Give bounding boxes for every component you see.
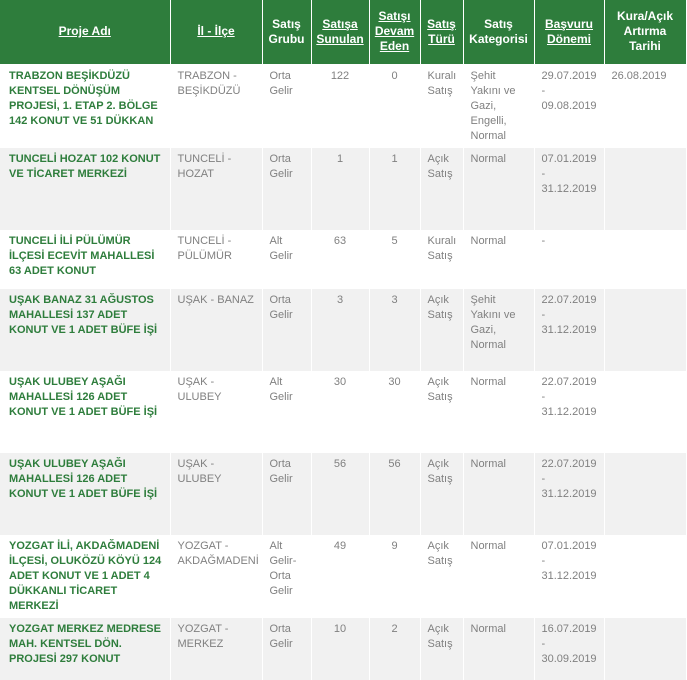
il-ilce: YOZGAT - AKDAĞMADENİ bbox=[170, 535, 262, 618]
satisa-sunulan: 1 bbox=[311, 148, 369, 230]
kura-tarihi: 26.08.2019 bbox=[604, 64, 686, 148]
satis-grubu: Orta Gelir bbox=[262, 289, 311, 371]
satisa-sunulan: 56 bbox=[311, 453, 369, 535]
satisi-devam-eden: 30 bbox=[369, 371, 420, 453]
satisi-devam-eden: 9 bbox=[369, 535, 420, 618]
il-ilce: UŞAK - ULUBEY bbox=[170, 371, 262, 453]
kura-tarihi bbox=[604, 148, 686, 230]
basvuru-donemi: 22.07.2019 - 31.12.2019 bbox=[534, 453, 604, 535]
il-ilce: TRABZON - BEŞİKDÜZÜ bbox=[170, 64, 262, 148]
column-header-satis-turu[interactable]: Satış Türü bbox=[420, 0, 463, 64]
column-header-kura-tarihi: Kura/Açık Artırma Tarihi bbox=[604, 0, 686, 64]
kura-tarihi bbox=[604, 618, 686, 680]
project-name[interactable]: UŞAK ULUBEY AŞAĞI MAHALLESİ 126 ADET KONUT VE 1 ADET BÜFE İŞİ bbox=[0, 453, 170, 535]
satisi-devam-eden: 0 bbox=[369, 64, 420, 148]
satis-turu: Kuralı Satış bbox=[420, 64, 463, 148]
il-ilce: YOZGAT - MERKEZ bbox=[170, 618, 262, 680]
basvuru-donemi: 07.01.2019 - 31.12.2019 bbox=[534, 535, 604, 618]
table-row bbox=[0, 64, 686, 148]
header-row bbox=[0, 0, 686, 64]
satis-turu: Açık Satış bbox=[420, 535, 463, 618]
satisa-sunulan: 49 bbox=[311, 535, 369, 618]
satisi-devam-eden: 56 bbox=[369, 453, 420, 535]
satis-kategorisi: Normal bbox=[463, 453, 534, 535]
satisa-sunulan: 63 bbox=[311, 230, 369, 289]
satisa-sunulan: 30 bbox=[311, 371, 369, 453]
il-ilce: TUNCELİ - PÜLÜMÜR bbox=[170, 230, 262, 289]
column-header-proje[interactable]: Proje Adı bbox=[0, 0, 170, 64]
satis-grubu: Alt Gelir bbox=[262, 230, 311, 289]
table-row bbox=[0, 289, 686, 371]
table-row bbox=[0, 371, 686, 453]
satis-kategorisi: Normal bbox=[463, 618, 534, 680]
satisa-sunulan: 10 bbox=[311, 618, 369, 680]
basvuru-donemi: - bbox=[534, 230, 604, 289]
column-header-il-ilce[interactable]: İl - İlçe bbox=[170, 0, 262, 64]
satis-turu: Açık Satış bbox=[420, 148, 463, 230]
satis-kategorisi: Normal bbox=[463, 148, 534, 230]
table-row bbox=[0, 453, 686, 535]
satis-kategorisi: Normal bbox=[463, 230, 534, 289]
project-name[interactable]: TUNCELİ HOZAT 102 KONUT VE TİCARET MERKEZİ bbox=[0, 148, 170, 230]
project-name[interactable]: UŞAK BANAZ 31 AĞUSTOS MAHALLESİ 137 ADET KONUT VE 1 ADET BÜFE İŞİ bbox=[0, 289, 170, 371]
project-name[interactable]: TRABZON BEŞİKDÜZÜ KENTSEL DÖNÜŞÜM PROJESİ, 1. ETAP 2. BÖLGE 142 KONUT VE 51 DÜKKAN bbox=[0, 64, 170, 148]
satis-turu: Açık Satış bbox=[420, 618, 463, 680]
kura-tarihi bbox=[604, 230, 686, 289]
satis-kategorisi: Şehit Yakını ve Gazi, Engelli, Normal bbox=[463, 64, 534, 148]
table-row bbox=[0, 230, 686, 289]
kura-tarihi bbox=[604, 453, 686, 535]
satisa-sunulan: 122 bbox=[311, 64, 369, 148]
satis-turu: Kuralı Satış bbox=[420, 230, 463, 289]
satisi-devam-eden: 1 bbox=[369, 148, 420, 230]
satis-grubu: Orta Gelir bbox=[262, 64, 311, 148]
il-ilce: UŞAK - ULUBEY bbox=[170, 453, 262, 535]
column-header-satisi-devam-eden[interactable]: Satışı Devam Eden bbox=[369, 0, 420, 64]
project-name[interactable]: TUNCELİ İLİ PÜLÜMÜR İLÇESİ ECEVİT MAHALLESİ 63 ADET KONUT bbox=[0, 230, 170, 289]
project-name[interactable]: YOZGAT MERKEZ MEDRESE MAH. KENTSEL DÖN. PROJESİ 297 KONUT bbox=[0, 618, 170, 680]
basvuru-donemi: 22.07.2019 - 31.12.2019 bbox=[534, 371, 604, 453]
basvuru-donemi: 22.07.2019 - 31.12.2019 bbox=[534, 289, 604, 371]
satisa-sunulan: 3 bbox=[311, 289, 369, 371]
satis-grubu: Alt Gelir bbox=[262, 371, 311, 453]
satisi-devam-eden: 5 bbox=[369, 230, 420, 289]
satis-turu: Açık Satış bbox=[420, 371, 463, 453]
basvuru-donemi: 16.07.2019 - 30.09.2019 bbox=[534, 618, 604, 680]
basvuru-donemi: 07.01.2019 - 31.12.2019 bbox=[534, 148, 604, 230]
satisi-devam-eden: 2 bbox=[369, 618, 420, 680]
column-header-satis-grubu: Satış Grubu bbox=[262, 0, 311, 64]
project-name[interactable]: YOZGAT İLİ, AKDAĞMADENİ İLÇESİ, OLUKÖZÜ KÖYÜ 124 ADET KONUT VE 1 ADET 4 DÜKKANLI TİCARET MERKEZİ bbox=[0, 535, 170, 618]
satis-grubu: Orta Gelir bbox=[262, 453, 311, 535]
satisi-devam-eden: 3 bbox=[369, 289, 420, 371]
table-row bbox=[0, 148, 686, 230]
kura-tarihi bbox=[604, 535, 686, 618]
column-header-satisa-sunulan[interactable]: Satışa Sunulan bbox=[311, 0, 369, 64]
kura-tarihi bbox=[604, 289, 686, 371]
satis-grubu: Orta Gelir bbox=[262, 148, 311, 230]
satis-kategorisi: Şehit Yakını ve Gazi, Normal bbox=[463, 289, 534, 371]
table-row bbox=[0, 618, 686, 680]
satis-grubu: Orta Gelir bbox=[262, 618, 311, 680]
kura-tarihi bbox=[604, 371, 686, 453]
basvuru-donemi: 29.07.2019 - 09.08.2019 bbox=[534, 64, 604, 148]
satis-turu: Açık Satış bbox=[420, 289, 463, 371]
satis-kategorisi: Normal bbox=[463, 371, 534, 453]
satis-turu: Açık Satış bbox=[420, 453, 463, 535]
project-name[interactable]: UŞAK ULUBEY AŞAĞI MAHALLESİ 126 ADET KONUT VE 1 ADET BÜFE İŞİ bbox=[0, 371, 170, 453]
satis-grubu: Alt Gelir-Orta Gelir bbox=[262, 535, 311, 618]
satis-kategorisi: Normal bbox=[463, 535, 534, 618]
column-header-basvuru-donemi[interactable]: Başvuru Dönemi bbox=[534, 0, 604, 64]
table-row bbox=[0, 535, 686, 618]
column-header-satis-kategorisi: Satış Kategorisi bbox=[463, 0, 534, 64]
il-ilce: UŞAK - BANAZ bbox=[170, 289, 262, 371]
il-ilce: TUNCELİ - HOZAT bbox=[170, 148, 262, 230]
